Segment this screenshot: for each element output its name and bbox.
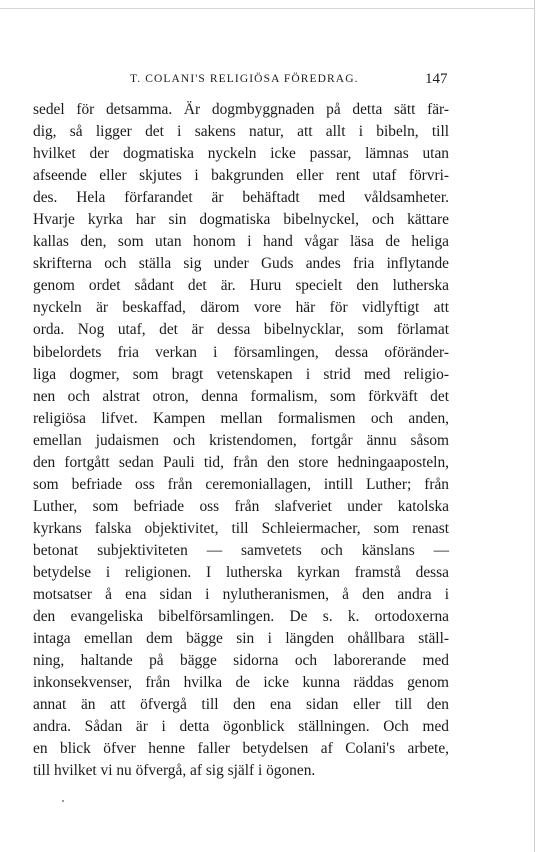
text-line: annat än att öfvergå till den ena sidan eller till den bbox=[33, 696, 449, 714]
text-line: nen och alstrat otron, denna formalism, som förkväft det bbox=[33, 387, 449, 405]
running-head: T. COLANI'S RELIGIÖSA FÖREDRAG. bbox=[130, 73, 359, 85]
text-line: emellan judaismen och kristendomen, fortgår ännu såsom bbox=[33, 431, 449, 449]
text-line: liga dogmer, som bragt vetenskapen i strid med religio- bbox=[33, 365, 449, 383]
text-line: religiösa lifvet. Kampen mellan formalismen och anden, bbox=[33, 409, 449, 427]
text-line: motsatser å ena sidan i nylutheranismen, å den andra i bbox=[33, 586, 449, 604]
text-line: nyckeln är beskaffad, därom vore här för vidlyftigt att bbox=[33, 299, 449, 317]
text-line: ning, haltande på bägge sidorna och laborerande med bbox=[33, 652, 449, 670]
text-line: kallas den, som utan honom i hand vågar läsa de heliga bbox=[33, 233, 449, 251]
text-line: till hvilket vi nu öfvergå, af sig själf i ögonen. bbox=[33, 762, 316, 780]
text-line: dig, så ligger det i sakens natur, att allt i bibeln, till bbox=[33, 123, 449, 141]
text-line: bibelordets fria verkan i församlingen, dessa oföränder- bbox=[33, 343, 449, 361]
text-line: betydelse i religionen. I lutherska kyrkan framstå dessa bbox=[33, 563, 449, 581]
text-line: hvilket der dogmatiska nyckeln icke passar, lämnas utan bbox=[33, 145, 449, 163]
text-line: som befriade oss från ceremoniallagen, intill Luther; från bbox=[33, 475, 449, 493]
page-number: 147 bbox=[425, 71, 448, 87]
text-line: Hvarje kyrka har sin dogmatiska bibelnyckel, och kättare bbox=[33, 211, 449, 229]
text-line: intaga emellan dem bägge sin i längden ohållbara ställ- bbox=[33, 630, 449, 648]
text-line: andra. Sådan är i detta ögonblick ställningen. Och med bbox=[33, 718, 449, 736]
text-line: betonat subjektiviteten — samvetets och känslans — bbox=[33, 541, 449, 559]
text-line: des. Hela förfarandet är behäftadt med våldsamheter. bbox=[33, 189, 449, 207]
text-line: en blick öfver henne faller betydelsen af Colani's arbete, bbox=[33, 740, 449, 758]
scan-top-rule bbox=[0, 8, 535, 9]
text-line: orda. Nog utaf, det är dessa bibelnycklar, som förlamat bbox=[33, 321, 449, 339]
body-text bbox=[33, 99, 449, 782]
text-line: genom ordet sådant det är. Huru specielt den lutherska bbox=[33, 277, 449, 295]
text-line: den fortgått sedan Pauli tid, från den store hedningaaposteln, bbox=[33, 453, 449, 471]
text-line: skrifterna och ställa sig under Guds andes fria inflytande bbox=[33, 255, 449, 273]
text-line: inkonsekvenser, från hvilka de icke kunna räddas genom bbox=[33, 674, 449, 692]
text-line: sedel för detsamma. Är dogmbyggnaden på detta sätt fär- bbox=[33, 101, 449, 118]
text-line: den evangeliska bibelförsamlingen. De s. k. ortodoxerna bbox=[33, 608, 449, 626]
text-line: afseende eller skjutes i bakgrunden eller rent utaf förvri- bbox=[33, 167, 449, 185]
text-line: Luther, som befriade oss från slafveriet under katolska bbox=[33, 497, 449, 515]
text-line: kyrkans falska objektivitet, till Schleiermacher, som renast bbox=[33, 519, 449, 537]
scan-speck bbox=[62, 800, 64, 802]
page-edge-line bbox=[534, 0, 535, 852]
